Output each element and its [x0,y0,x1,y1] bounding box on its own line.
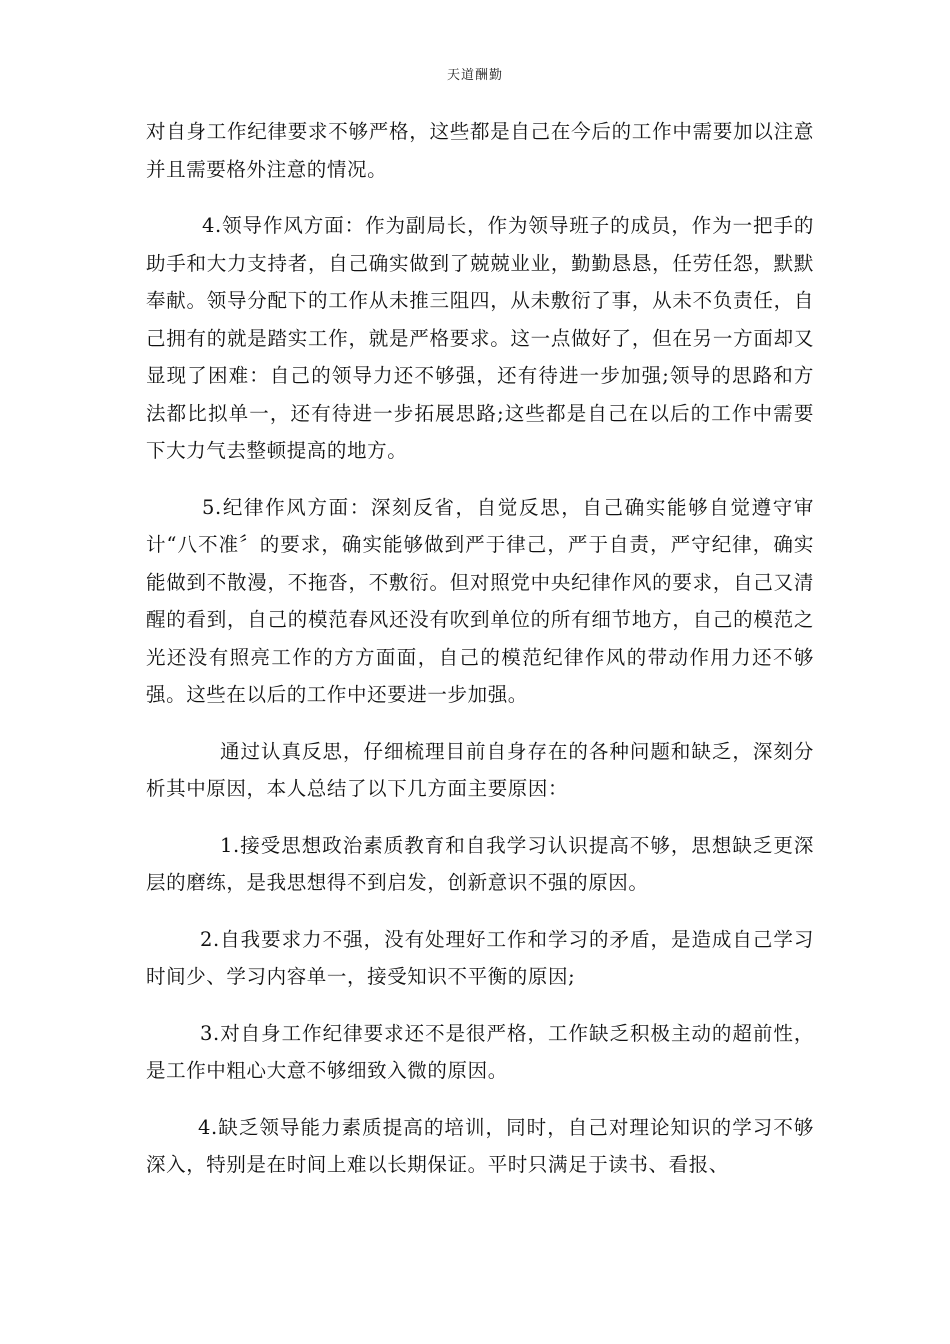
document-body [146,113,814,1203]
paragraph-reason-4: 4.缺乏领导能力素质提高的培训，同时，自己对理论知识的学习不够深入，特别是在时间上难以长期保证。平时只满足于读书、看报、 [146,1115,814,1176]
paragraph-reason-2: 2.自我要求力不强，没有处理好工作和学习的矛盾，是造成自己学习时间少、学习内容单一，接受知识不平衡的原因; [146,927,814,988]
page-header: 天道酬勤 [446,68,503,83]
paragraph-reflection-summary: 通过认真反思，仔细梳理目前自身存在的各种问题和缺乏，深刻分析其中原因，本人总结了以下几方面主要原因： [146,739,814,800]
paragraph-reason-1: 1.接受思想政治素质教育和自我学习认识提高不够，思想缺乏更深层的磨练，是我思想得不到启发，创新意识不强的原因。 [146,833,814,894]
paragraph-continuation: 对自身工作纪律要求不够严格，这些都是自己在今后的工作中需要加以注意并且需要格外注意的情况。 [146,120,814,181]
paragraph-reason-3: 3.对自身工作纪律要求还不是很严格，工作缺乏积极主动的超前性，是工作中粗心大意不够细致入微的原因。 [146,1021,814,1082]
paragraph-leadership-style: 4.领导作风方面：作为副局长，作为领导班子的成员，作为一把手的助手和大力支持者，自己确实做到了兢兢业业，勤勤恳恳，任劳任怨，默默奉献。领导分配下的工作从未推三阻四，从未敷衍了事，从未不负责任，自己拥有的就是踏实工作，就是严格要求。这一点做好了，但在另一方面却又显现了困难：自己的领导力还不够强，还有待进一步加强;领导的思路和方法都比拟单一，还有待进一步拓展思路;这些都是自己在以后的工作中需要下大力气去整顿提高的地方。 [146,214,814,462]
paragraph-discipline-style: 5.纪律作风方面：深刻反省，自觉反思，自己确实能够自觉遵守审计“八不准〞的要求，确实能够做到严于律己，严于自责，严守纪律，确实能做到不散漫，不拖沓，不敷衍。但对照党中央纪律作风的要求，自己又清醒的看到，自己的模范春风还没有吹到单位的所有细节地方，自己的模范之光还没有照亮工作的方方面面，自己的模范纪律作风的带动作用力还不够强。这些在以后的工作中还要进一步加强。 [146,495,814,706]
